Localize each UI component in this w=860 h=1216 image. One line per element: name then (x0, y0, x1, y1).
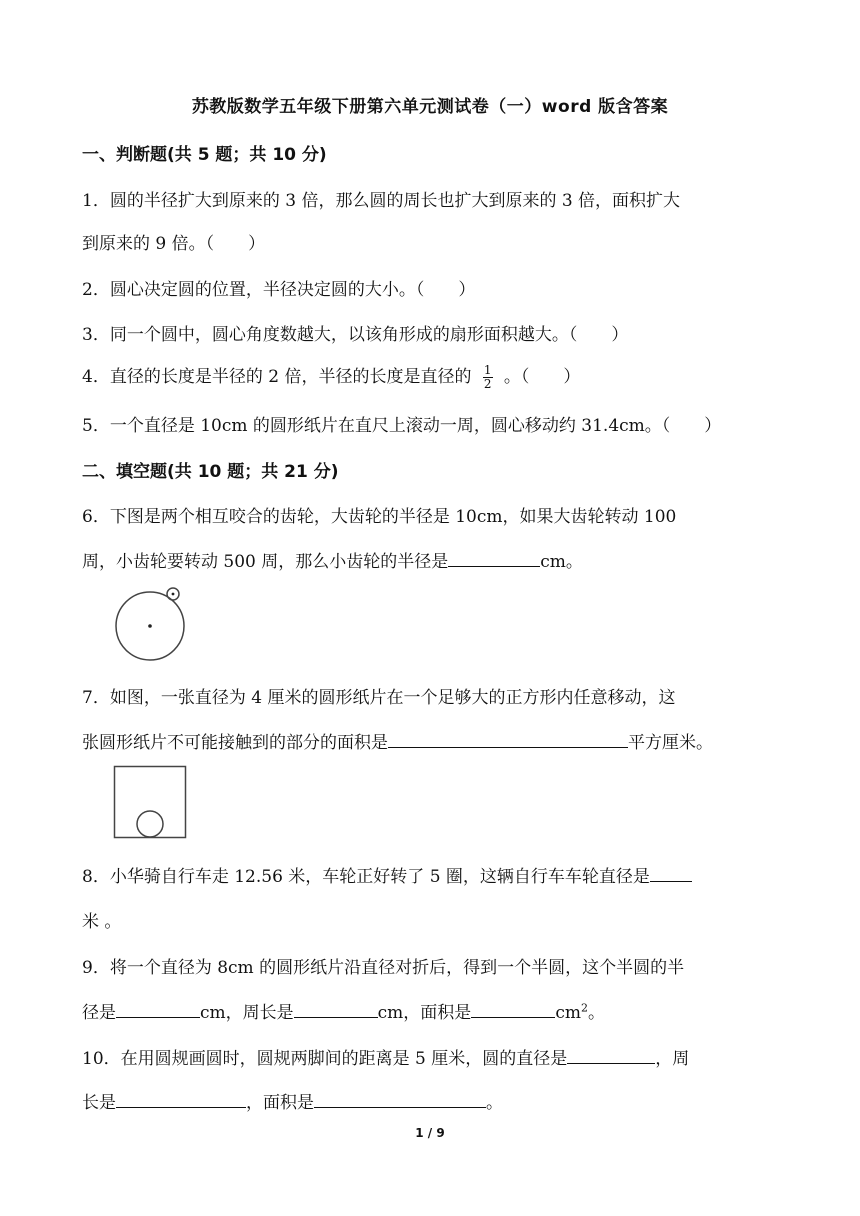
question-6-text: 周，小齿轮要转动 500 周，那么小齿轮的半径是 (82, 552, 449, 572)
question-10-text: 10．在用圆规画圆时，圆规两脚间的距离是 5 厘米，圆的直径是 (82, 1049, 568, 1069)
question-9-text-c: cm，面积是 (377, 1003, 472, 1023)
question-4-answer-paren: 。（ ） (503, 367, 581, 387)
paper-circle (137, 811, 163, 837)
answer-blank-area[interactable] (314, 1089, 486, 1108)
question-4-text: 4．直径的长度是半径的 2 倍，半径的长度是直径的 (82, 367, 472, 387)
gears-figure (108, 584, 188, 664)
fraction-numerator: 1 (483, 363, 492, 377)
question-10-line-1 (82, 1044, 689, 1069)
question-9-end: 。 (587, 1003, 605, 1023)
question-6-line-2 (82, 547, 583, 572)
superscript-two: 2 (580, 1001, 588, 1015)
answer-blank-circumference[interactable] (116, 1089, 246, 1108)
question-9-line-2 (82, 998, 605, 1023)
question-6-line-1: 6．下图是两个相互咬合的齿轮，大齿轮的半径是 10cm，如果大齿轮转动 100 (82, 507, 677, 527)
answer-blank[interactable] (448, 548, 540, 567)
question-5: 5．一个直径是 10cm 的圆形纸片在直尺上滚动一周，圆心移动约 31.4cm。（ ） (82, 416, 722, 436)
question-6-unit: cm。 (540, 552, 583, 572)
answer-blank-radius[interactable] (116, 999, 200, 1018)
question-1-line-2: 到原来的 9 倍。（ ） (82, 234, 266, 254)
question-7-line-1: 7．如图，一张直径为 4 厘米的圆形纸片在一个足够大的正方形内任意移动，这 (82, 688, 676, 708)
answer-blank-diameter[interactable] (567, 1045, 655, 1064)
section-heading-fill-blank: 二、填空题(共 10 题；共 21 分) (82, 462, 339, 482)
answer-blank[interactable] (388, 729, 628, 748)
square-outline (115, 767, 186, 838)
question-9-line-1: 9．将一个直径为 8cm 的圆形纸片沿直径对折后，得到一个半圆，这个半圆的半 (82, 958, 685, 978)
fraction-one-half (483, 364, 493, 391)
answer-blank-perimeter[interactable] (294, 999, 378, 1018)
question-2: 2．圆心决定圆的位置，半径决定圆的大小。（ ） (82, 280, 476, 300)
question-10-text-c: 。 (486, 1093, 503, 1113)
small-gear-center (172, 593, 175, 596)
question-7-line-2 (82, 728, 713, 753)
question-7-unit: 平方厘米。 (628, 733, 713, 753)
question-4 (82, 362, 580, 391)
fraction-denominator: 2 (483, 377, 492, 391)
question-8-text: 8．小华骑自行车走 12.56 米，车轮正好转了 5 圈，这辆自行车车轮直径是 (82, 867, 650, 887)
question-3: 3．同一个圆中，圆心角度数越大，以该角形成的扇形面积越大。（ ） (82, 325, 629, 345)
large-gear-center (148, 624, 152, 628)
section-heading-true-false: 一、判断题(共 5 题；共 10 分) (82, 145, 327, 165)
question-9-unit: cm (555, 1003, 581, 1023)
question-8-line-2: 米 。 (82, 912, 122, 932)
answer-blank-area[interactable] (471, 999, 555, 1018)
page-title: 苏教版数学五年级下册第六单元测试卷（一）word 版含答案 (191, 97, 669, 117)
answer-blank[interactable] (650, 863, 692, 882)
question-10-text-b: ，面积是 (246, 1093, 314, 1113)
question-1-line-1: 1．圆的半径扩大到原来的 3 倍，那么圆的周长也扩大到原来的 3 倍，面积扩大 (82, 191, 681, 211)
square-circle-figure (112, 764, 188, 840)
question-10-text-a: 长是 (82, 1093, 116, 1113)
question-10-line-2 (82, 1088, 503, 1113)
page-number: 1 / 9 (415, 1126, 445, 1140)
question-7-text: 张圆形纸片不可能接触到的部分的面积是 (82, 733, 388, 753)
question-10-text-post: ，周 (655, 1049, 690, 1069)
question-8-line-1 (82, 862, 692, 887)
question-9-text-a: 径是 (82, 1003, 116, 1023)
question-9-text-b: cm，周长是 (200, 1003, 294, 1023)
